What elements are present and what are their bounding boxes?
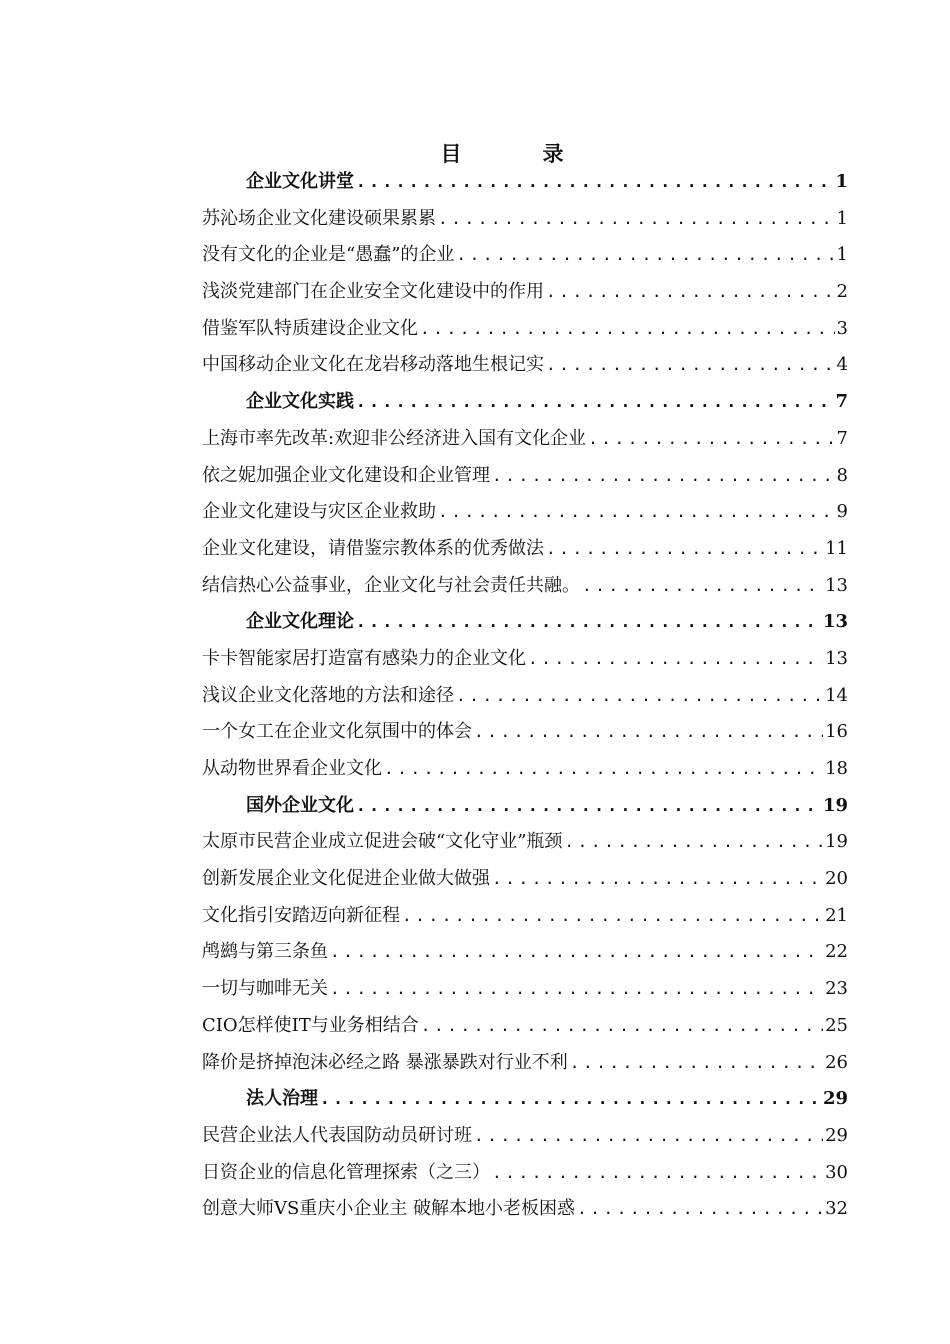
toc-entry-title: 上海市率先改革:欢迎非公经济进入国有文化企业 [202,427,587,449]
toc-entry[interactable] [202,1008,848,1045]
toc-entry[interactable] [202,421,848,458]
toc-entry-title: 日资企业的信息化管理探索（之三） [202,1161,490,1183]
toc-entry-title: 浅议企业文化落地的方法和途径 [202,684,454,706]
toc-entry-title: CIO怎样使IT与业务相结合 [202,1014,419,1036]
toc-entry[interactable] [202,971,848,1008]
toc-entry-title: 企业文化建设，请借鉴宗教体系的优秀做法 [202,537,544,559]
toc-page-number: 1 [836,207,848,229]
dot-leader [546,274,835,311]
dot-leader [330,934,823,971]
toc-section-title: 企业文化实践 [246,391,354,413]
page-title: 目 录 [440,141,594,166]
toc-page-number: 9 [836,501,848,523]
dot-leader [356,164,833,201]
toc-entry[interactable] [202,1118,848,1155]
toc-page-number: 22 [825,941,848,963]
toc-page-number: 19 [825,831,848,853]
dot-leader [492,861,823,898]
toc-page-number: 25 [825,1014,848,1036]
toc-entry[interactable] [202,714,848,751]
toc-page-number: 16 [825,721,848,743]
toc-entry[interactable] [202,861,848,898]
toc-entry-title: 一切与咖啡无关 [202,978,328,1000]
toc-entry-title: 中国移动企业文化在龙岩移动落地生根记实 [202,354,544,376]
toc-entry[interactable] [202,458,848,495]
toc-entry-title: 民营企业法人代表国防动员研讨班 [202,1124,472,1146]
toc-page-number: 29 [825,1124,848,1146]
toc-entry-title: 太原市民营企业成立促进会破“文化守业”瓶颈 [202,831,563,853]
toc-page-number: 3 [836,317,848,339]
dot-leader [456,678,823,715]
toc-page-number: 7 [836,427,848,449]
toc-entry-title: 降价是挤掉泡沫必经之路 暴涨暴跌对行业不利 [202,1051,568,1073]
toc-page-number: 14 [825,684,848,706]
toc-entry[interactable] [202,201,848,238]
toc-entry[interactable] [202,898,848,935]
toc-entry[interactable] [202,678,848,715]
dot-leader [356,604,821,641]
toc-entry[interactable] [202,311,848,348]
toc-page-number: 1 [836,244,848,266]
toc-entry[interactable] [202,1155,848,1192]
dot-leader [384,751,823,788]
toc-entry[interactable] [202,1045,848,1082]
toc-entry[interactable] [202,274,848,311]
toc-page-number: 30 [825,1161,848,1183]
toc-entry-title: 创新发展企业文化促进企业做大做强 [202,868,490,890]
toc-entry-title: 企业文化建设与灾区企业救助 [202,501,436,523]
toc-section-title: 法人治理 [246,1088,318,1110]
toc-entry[interactable] [202,751,848,788]
toc-section-heading[interactable] [202,604,848,641]
toc-page-number: 8 [836,464,848,486]
dot-leader [582,568,823,605]
toc-page-number: 7 [835,391,848,413]
toc-entry-title: 苏沁场企业文化建设硕果累累 [202,207,436,229]
dot-leader [492,458,835,495]
toc-entry[interactable] [202,347,848,384]
toc-entry-title: 结信热心公益事业，企业文化与社会责任共融。 [202,574,580,596]
toc-section-title: 国外企业文化 [246,794,354,816]
dot-leader [492,1155,823,1192]
toc-page-number: 13 [825,574,848,596]
dot-leader [528,641,823,678]
toc-entry[interactable] [202,531,848,568]
dot-leader [438,494,835,531]
dot-leader [546,347,835,384]
toc-section-heading[interactable] [202,1081,848,1118]
dot-leader [577,1191,823,1228]
dot-leader [420,311,835,348]
toc-entry-title: 一个女工在企业文化氛围中的体会 [202,721,472,743]
toc-page-number: 2 [836,281,848,303]
toc-section-heading[interactable] [202,384,848,421]
toc-section-title: 企业文化讲堂 [246,171,354,192]
toc-page-number: 20 [825,868,848,890]
toc-entry-title: 没有文化的企业是“愚蠢”的企业 [202,244,455,266]
dot-leader [588,421,834,458]
toc-entry[interactable] [202,568,848,605]
toc-page-number: 23 [825,978,848,1000]
toc-page-number: 19 [822,794,848,816]
dot-leader [330,971,823,1008]
toc-entry-title: 鸬鹚与第三条鱼 [202,941,328,963]
toc-page-number: 29 [822,1088,848,1110]
dot-leader [421,1008,823,1045]
table-of-contents [202,164,848,1228]
dot-leader [438,201,835,238]
dot-leader [402,898,823,935]
dot-leader [546,531,823,568]
toc-entry-title: 文化指引安踏迈向新征程 [202,904,400,926]
toc-page-number: 1 [835,171,848,192]
toc-entry-title: 卡卡智能家居打造富有感染力的企业文化 [202,647,526,669]
dot-leader [570,1045,823,1082]
dot-leader [356,384,833,421]
toc-page-number: 21 [825,904,848,926]
toc-entry-title: 从动物世界看企业文化 [202,758,382,779]
dot-leader [474,714,823,751]
toc-page-number: 4 [836,354,848,376]
toc-entry-title: 依之妮加强企业文化建设和企业管理 [202,464,490,486]
toc-page-number: 13 [822,611,848,633]
dot-leader [320,1081,821,1118]
toc-entry[interactable] [202,824,848,861]
dot-leader [356,788,821,825]
toc-entry-title: 浅淡党建部门在企业安全文化建设中的作用 [202,281,544,303]
toc-entry-title: 创意大师VS重庆小企业主 破解本地小老板困惑 [202,1198,576,1220]
toc-page-number: 18 [825,758,848,779]
dot-leader [456,237,834,274]
toc-entry[interactable] [202,1191,848,1228]
toc-section-title: 企业文化理论 [246,611,354,633]
dot-leader [564,824,823,861]
toc-section-heading[interactable] [202,788,848,825]
dot-leader [474,1118,823,1155]
toc-entry[interactable] [202,934,848,971]
toc-page-number: 13 [825,647,848,669]
toc-page-number: 32 [825,1198,848,1220]
toc-entry[interactable] [202,494,848,531]
toc-page-number: 26 [825,1051,848,1073]
toc-section-heading[interactable] [202,164,848,201]
toc-page-number: 11 [825,537,848,559]
toc-entry-title: 借鉴军队特质建设企业文化 [202,317,418,339]
toc-entry[interactable] [202,641,848,678]
toc-entry[interactable] [202,237,848,274]
